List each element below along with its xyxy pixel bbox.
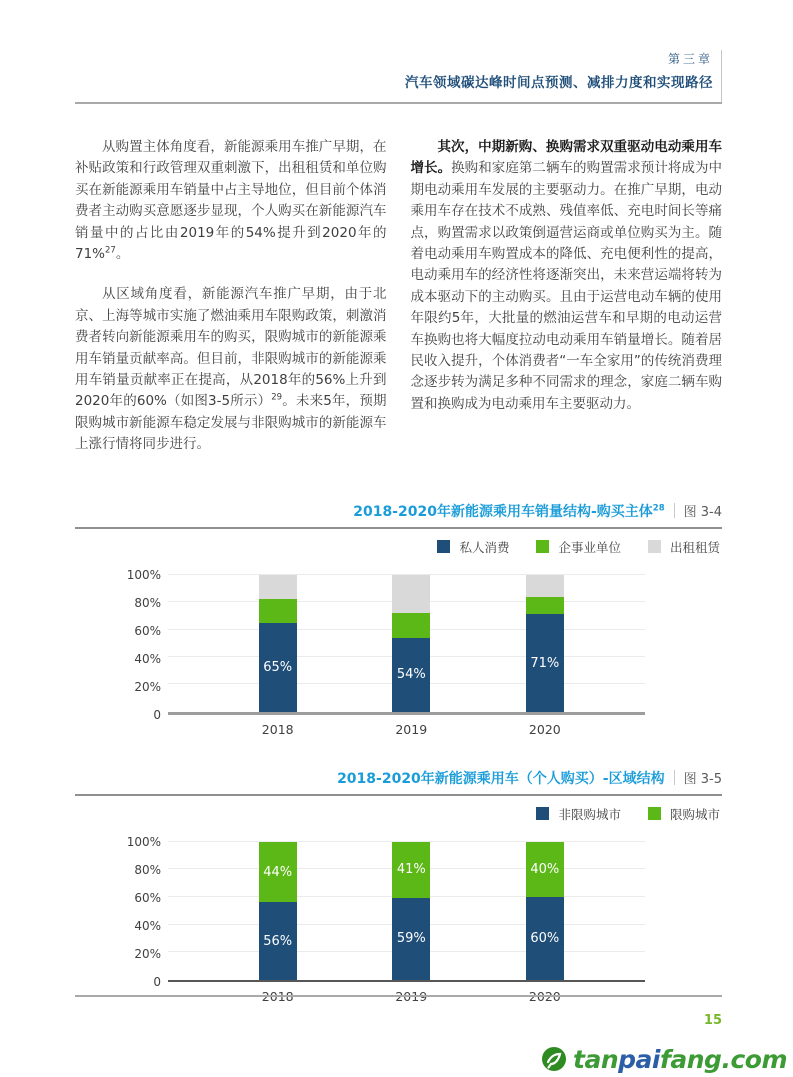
paragraph-purchase-subject [75, 137, 387, 265]
title-rule [75, 527, 722, 529]
footnote-ref-29: 29 [271, 392, 283, 403]
y-tick-label: 100% [126, 834, 161, 849]
bar-value-label: 56% [263, 933, 293, 949]
title-divider [674, 503, 675, 518]
y-tick-label: 60% [134, 623, 161, 638]
tanpaifang-leaf-icon [541, 1046, 567, 1072]
page-number: 15 [703, 1013, 722, 1028]
title-divider [674, 770, 675, 785]
chapter-label: 第三章 [667, 52, 713, 66]
bar-value-label: 40% [530, 861, 560, 877]
logo-part: fang [660, 1044, 722, 1074]
legend-swatch [536, 807, 549, 820]
plot-area [168, 842, 645, 982]
bar-segment [392, 842, 430, 899]
bar-segment [259, 599, 297, 622]
paragraph-lead-bold: 其次，中期新购、换购需求双重驱动电动乘用车增长。 [410, 139, 722, 177]
y-tick-label: 80% [134, 595, 161, 610]
chart-legend [75, 805, 720, 823]
legend-label: 出租租赁 [669, 539, 720, 555]
legend-item [648, 538, 720, 556]
y-tick-label: 80% [134, 862, 161, 877]
paragraph-text: 。未来5年，预期限购城市新能源车稳定发展与非限购城市的新能源车上涨行情将同步进行。 [75, 393, 387, 453]
footnote-ref-28: 28 [652, 503, 665, 514]
legend-label: 非限购城市 [558, 806, 621, 822]
bar-segment [392, 613, 430, 638]
paragraph-region [75, 284, 387, 455]
bar-segment [392, 638, 430, 712]
right-column [411, 137, 723, 456]
x-tick-label: 2020 [528, 721, 561, 737]
plot-area [168, 575, 645, 715]
y-axis [75, 834, 161, 989]
y-tick-label: 20% [134, 679, 161, 694]
bar-segment [526, 897, 564, 980]
bar-2019 [392, 575, 430, 712]
bar-segment [526, 597, 564, 615]
bar-segment [526, 842, 564, 897]
bar-2018 [259, 842, 297, 980]
paragraph-demand-drivers [411, 137, 723, 415]
chart-title-text: 2018-2020年新能源乘用车（个人购买）-区域结构 [337, 770, 665, 787]
bar-2019 [392, 842, 430, 980]
chart-title-text: 2018-2020年新能源乘用车销量结构-购买主体 [353, 503, 653, 520]
bar-segment [526, 614, 564, 711]
legend-swatch [648, 807, 661, 820]
legend-item [648, 805, 720, 823]
bar-segment [392, 898, 430, 979]
bar-2020 [526, 842, 564, 980]
legend-label: 企事业单位 [558, 539, 621, 555]
x-tick-label: 2018 [261, 721, 294, 737]
y-tick-label: 40% [134, 651, 161, 666]
chart-plot [75, 567, 722, 722]
logo-text [573, 1044, 787, 1074]
y-tick-label: 0 [153, 707, 161, 722]
bar-value-label: 41% [396, 862, 426, 878]
footer-rule [75, 995, 722, 997]
legend-swatch [437, 540, 450, 553]
logo-part: .com [721, 1044, 787, 1074]
tanpaifang-logo [541, 1046, 787, 1072]
page-header [75, 0, 722, 104]
legend-item [536, 805, 621, 823]
logo-part: tan [573, 1044, 619, 1074]
bar-value-label: 60% [530, 930, 560, 946]
y-axis [75, 567, 161, 722]
bar-2018 [259, 575, 297, 712]
chapter-title: 汽车领域碳达峰时间点预测、减排力度和实现路径 [405, 75, 713, 91]
x-axis [168, 722, 645, 740]
figure-label: 图 3-5 [683, 772, 722, 788]
bar-segment [259, 623, 297, 712]
paragraph-text: 。 [115, 246, 130, 263]
y-tick-label: 20% [134, 946, 161, 961]
title-rule [75, 794, 722, 796]
bar-value-label: 44% [263, 864, 293, 880]
chart-title [337, 768, 665, 788]
legend-item [437, 538, 509, 556]
bar-2020 [526, 575, 564, 712]
x-tick-label: 2019 [395, 721, 428, 737]
body-columns [75, 137, 722, 456]
bar-segment [392, 575, 430, 613]
legend-label: 私人消费 [459, 539, 510, 555]
page-footer [75, 995, 722, 1028]
y-tick-label: 40% [134, 918, 161, 933]
chart-plot [75, 834, 722, 989]
bar-value-label: 54% [396, 667, 426, 683]
bar-segment [259, 902, 297, 979]
footnote-ref-27: 27 [105, 245, 116, 256]
paragraph-text: 换购和家庭第二辆车的购置需求预计将成为中期电动乘用车发展的主要驱动力。在推广早期，电动乘用车存在技术不成熟、残值率低、充电时间长等痛点，购置需求以政策倒逼营运商或单位购买为主。随着电动乘用车购置成本的降低、充电便利性的提高，电动乘用车的经济性将逐渐突出，未来营运端将转为成本驱动下的主动购买。且由于运营电动车辆的使用年限约5年，大批量的燃油运营车和早期的电动运营车换购也将大幅度拉动电动乘用车销量增长。随着居民收入提升，个体消费者“一车全家用”的传统消费理念逐步转为满足多种不同需求的理念，家庭二辆车购置和换购成为电动乘用车主要驱动力。 [410, 160, 723, 412]
bar-value-label: 65% [263, 659, 293, 675]
chart-title [353, 501, 664, 521]
bar-segment [259, 575, 297, 600]
bar-segment [526, 575, 564, 597]
bar-segment [259, 842, 297, 903]
stacked-bar-chart-region [75, 805, 722, 1007]
left-column [75, 137, 387, 456]
y-tick-label: 100% [126, 567, 161, 582]
bar-value-label: 59% [396, 931, 426, 947]
figure-3-5-block [75, 769, 722, 1007]
legend-swatch [536, 540, 549, 553]
logo-part: pai [618, 1044, 660, 1074]
figure-label: 图 3-4 [683, 505, 722, 521]
bar-value-label: 71% [530, 655, 560, 671]
legend-label: 限购城市 [669, 806, 720, 822]
chart-legend [75, 538, 720, 556]
figure-3-4-block [75, 502, 722, 740]
legend-swatch [648, 540, 661, 553]
stacked-bar-chart-purchase-subject [75, 538, 722, 740]
y-tick-label: 0 [153, 974, 161, 989]
paragraph-text: 从购置主体角度看，新能源乘用车推广早期，在补贴政策和行政管理双重刺激下，出租租赁和单位购买在新能源乘用车销量中占主导地位，但目前个体消费者主动购买意愿逐步显现，个人购买在新能源汽车销量中的占比由2019年的54%提升到2020年的71% [75, 139, 387, 263]
y-tick-label: 60% [134, 890, 161, 905]
chart-title-row [75, 769, 722, 787]
legend-item [536, 538, 621, 556]
paragraph-text: 从区域角度看，新能源汽车推广早期，由于北京、上海等城市实施了燃油乘用车限购政策，刺激消费者转向新能源乘用车的购买，限购城市的新能源乘用车销量贡献率高。但目前，非限购城市的新能源乘用车销量贡献率正在提高，从2018年的56%上升到2020年的60%（如图3-5所示） [75, 286, 387, 410]
chart-title-row [75, 502, 722, 520]
header-text-block [389, 50, 722, 102]
